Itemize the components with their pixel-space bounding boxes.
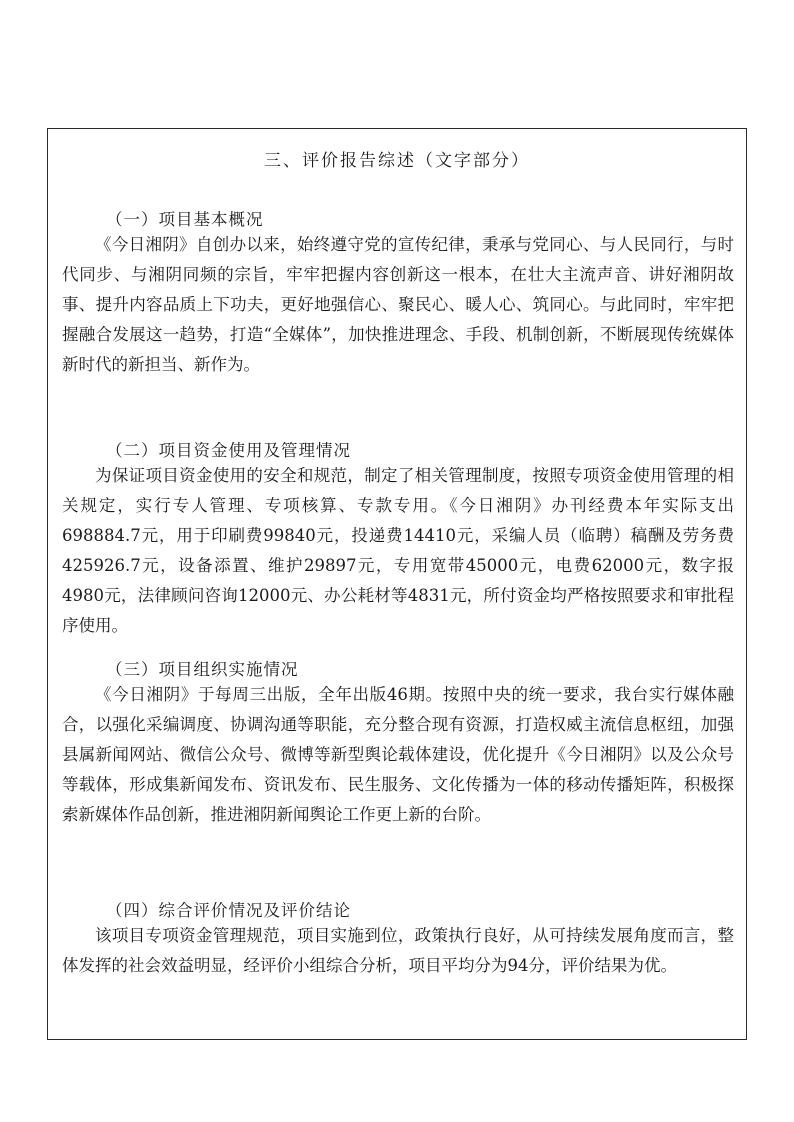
report-frame (47, 128, 747, 1040)
section-2-heading: （二）项目资金使用及管理情况 (106, 441, 351, 460)
section-1-body: 《今日湘阴》自创办以来，始终遵守党的宣传纪律，秉承与党同心、与人民同行，与时代同步、与湘阴同频的宗旨，牢牢把握内容创新这一根本，在壮大主流声音、讲好湘阴故事、提升内容品质上下功夫，更好地强信心、聚民心、暖人心、筑同心。与此同时，牢牢把握融合发展这一趋势，打造“全媒体”，加快推进理念、手段、机制创新，不断展现传统媒体新时代的新担当、新作为。 (62, 235, 734, 374)
section-3-body: 《今日湘阴》于每周三出版，全年出版46期。按照中央的统一要求，我台实行媒体融合，以强化采编调度、协调沟通等职能，充分整合现有资源，打造权威主流信息枢纽，加强县属新闻网站、微信公众号、微博等新型舆论载体建设，优化提升《今日湘阴》以及公众号等载体，形成集新闻发布、资讯发布、民生服务、文化传播为一体的移动传播矩阵，积极探索新媒体作品创新，推进湘阴新闻舆论工作更上新的台阶。 (62, 685, 734, 824)
report-title: 三、评价报告综述（文字部分） (264, 151, 530, 171)
section-3-heading: （三）项目组织实施情况 (106, 660, 299, 679)
section-1-heading: （一）项目基本概况 (106, 210, 264, 229)
section-4-heading: （四）综合评价情况及评价结论 (106, 901, 351, 920)
section-4-body: 该项目专项资金管理规范，项目实施到位，政策执行良好，从可持续发展角度而言，整体发挥的社会效益明显，经评价小组综合分析，项目平均分为94分，评价结果为优。 (62, 926, 734, 975)
section-2-body: 为保证项目资金使用的安全和规范，制定了相关管理制度，按照专项资金使用管理的相关规定，实行专人管理、专项核算、专款专用。《今日湘阴》办刊经费本年实际支出698884.7元，用于印刷费99840元，投递费14410元，采编人员（临聘）稿酬及劳务费425926.7元，设备添置、维护29897元，专用宽带45000元，电费62000元，数字报4980元，法律顾问咨询12000元、办公耗材等4831元，所付资金均严格按照要求和审批程序使用。 (62, 466, 734, 635)
